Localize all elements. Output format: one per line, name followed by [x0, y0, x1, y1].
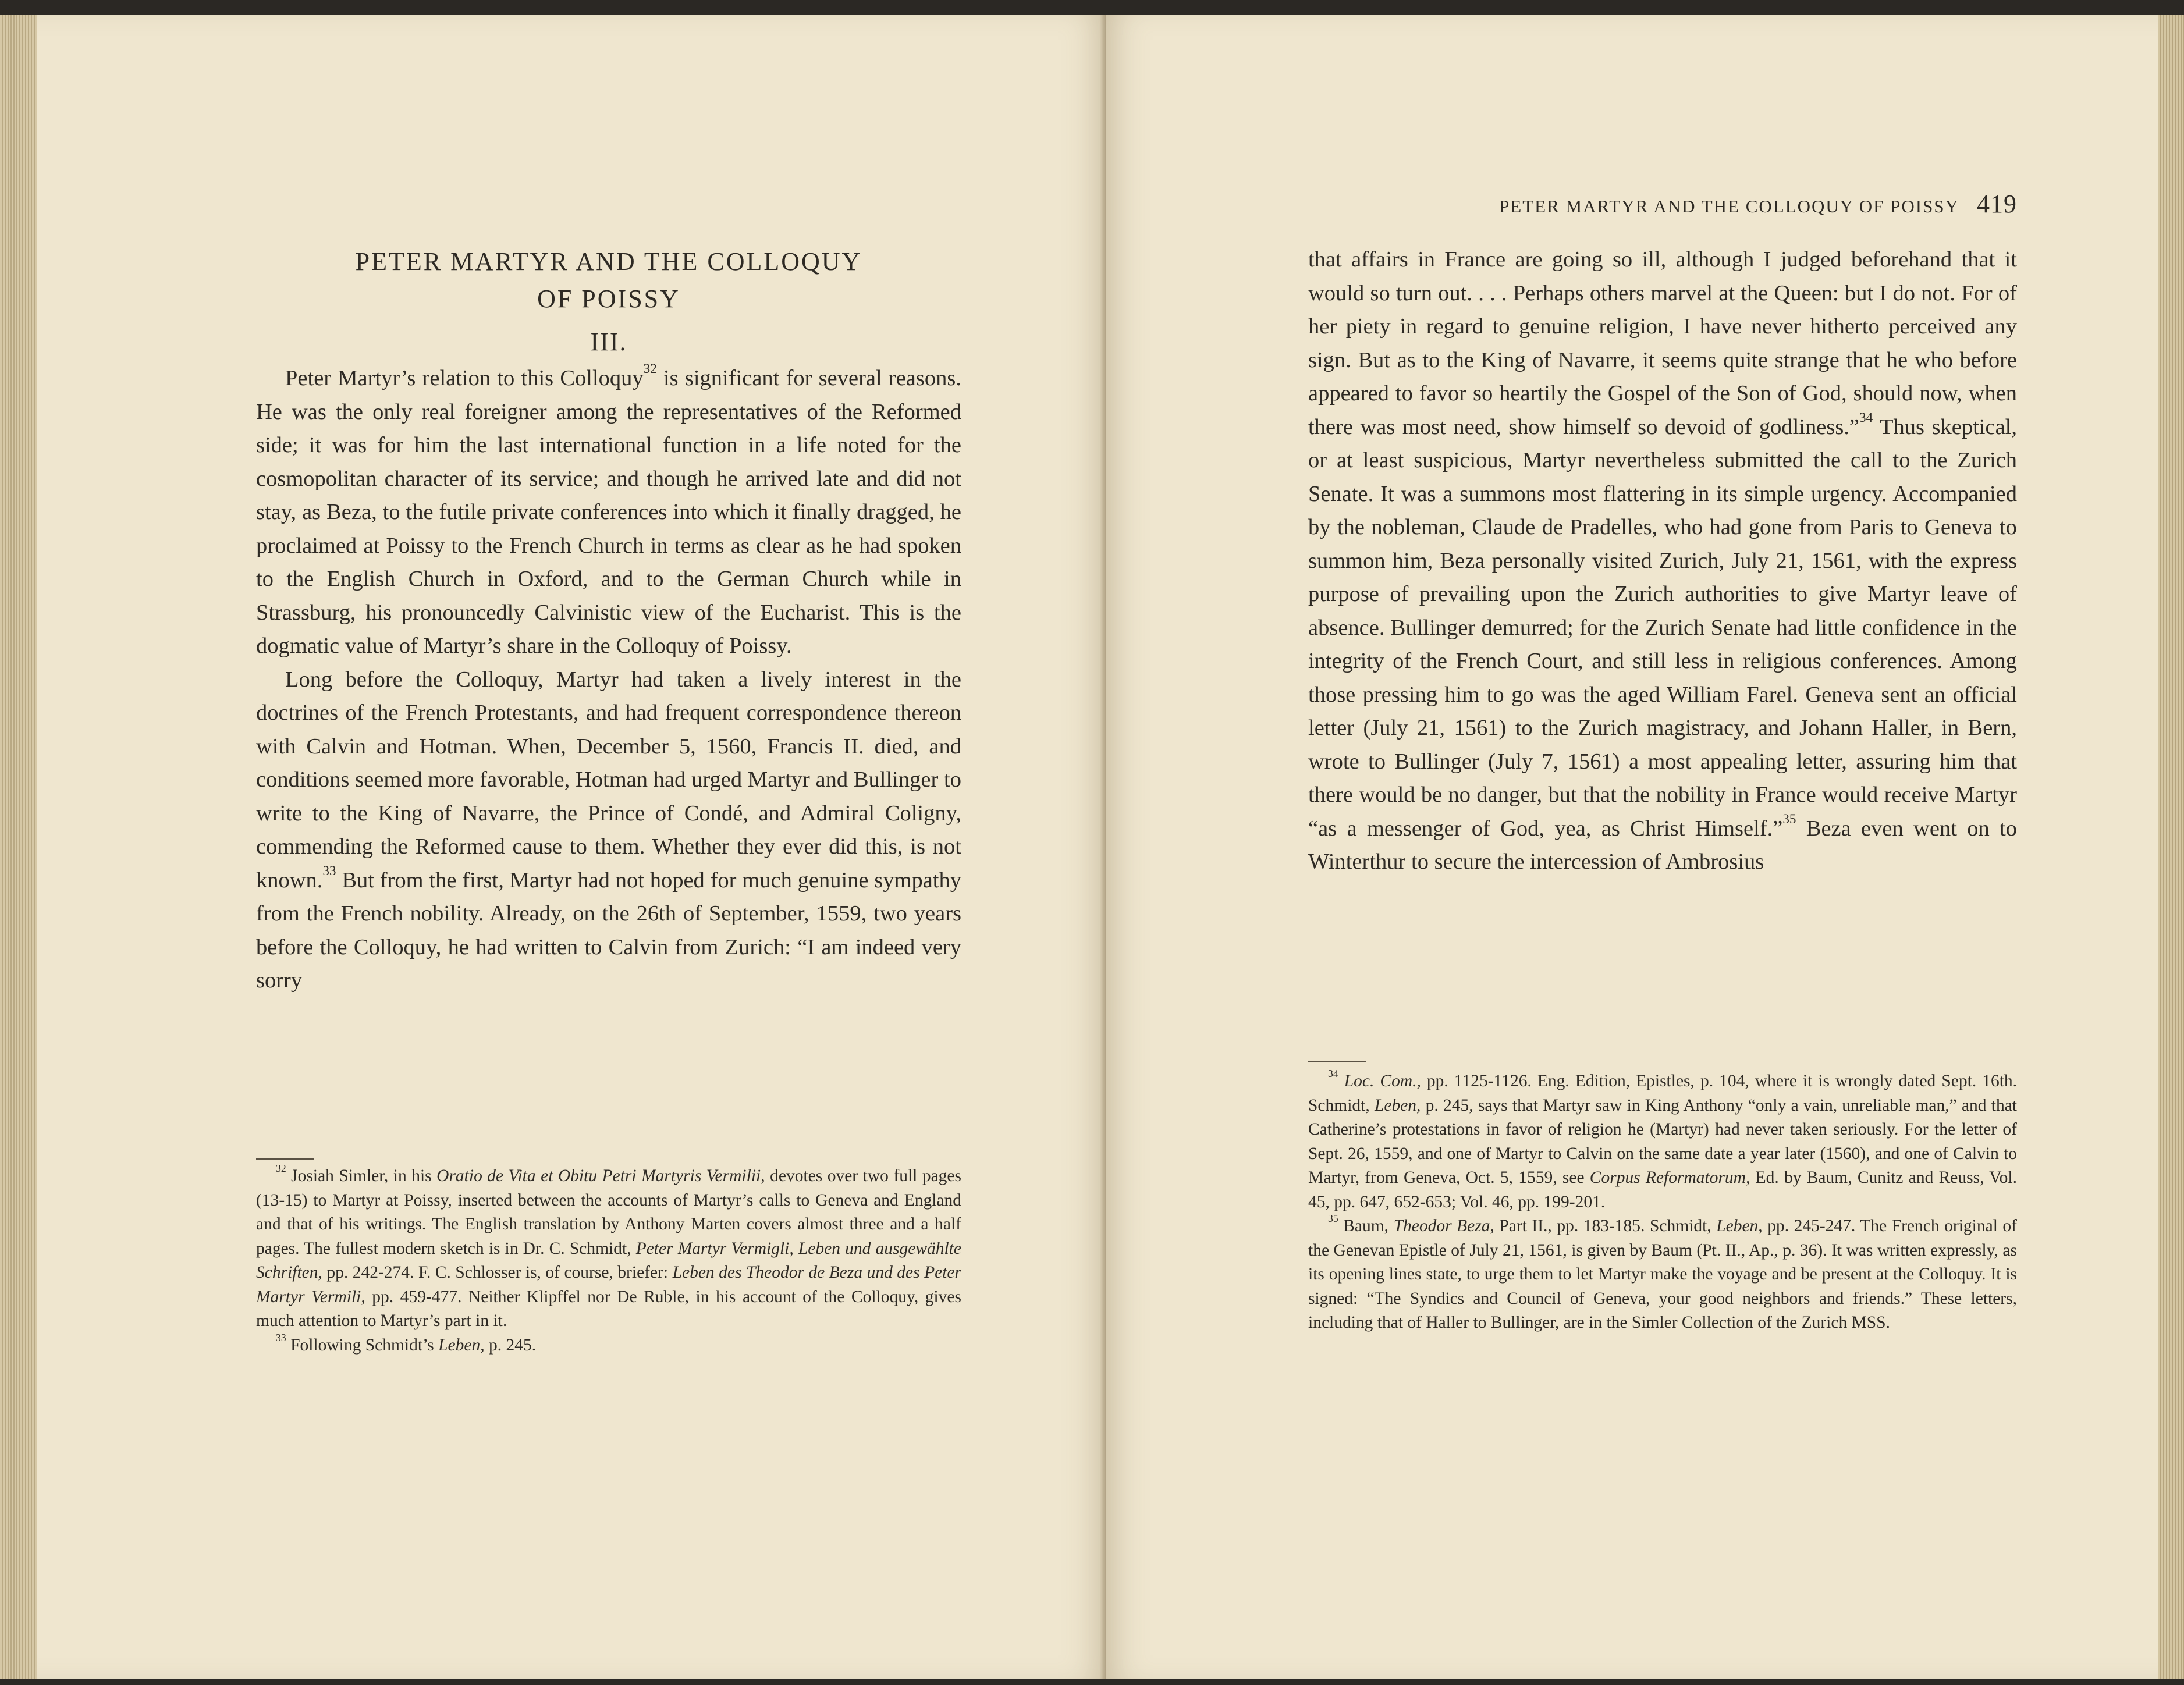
italic-text: Leben des Theodor de Beza und des Peter Martyr Vermili, [256, 1263, 961, 1306]
text-run: that affairs in France are going so ill, although I judged beforehand that it would so turn out. . . . Perhaps others marvel at the Queen: but I do not. For of her piety in regard to genuine religion, I have never hitherto perceived any sign. But as to the King of Navarre, it seems quite strange that he who before appeared to favor so heartily the Gospel of the Son of God, should now, when there was most need, show himself so devoid of godliness.” [1308, 247, 2017, 439]
italic-text: Loc. Com., [1344, 1072, 1421, 1090]
footnote-ref: 35 [1782, 810, 1796, 826]
footnote-marker: 35 [1328, 1213, 1338, 1225]
footnote [256, 1331, 961, 1358]
text-run: Baum, [1338, 1217, 1394, 1235]
paragraph [1308, 243, 2017, 879]
section-number: III. [590, 328, 627, 356]
footnote-marker: 32 [276, 1163, 286, 1175]
left-page-edges [0, 15, 37, 1679]
article-title-line-2: OF POISSY [537, 285, 680, 313]
left-footnote-rule [256, 1158, 314, 1160]
paragraph [256, 663, 961, 998]
text-run: p. 245, says that Martyr saw in King Anthony “only a vain, unreliable man,” and that Catherine’s protestations in favor of religion he (Martyr) had never taken seriously. For the letter of Sept. 26, 1559, and one of Martyr to Calvin on the same date a year later (1560), and one of Calvin to Martyr, from Geneva, Oct. 5, 1559, see [1308, 1096, 2018, 1187]
text-run: pp. 1125-1126. Eng. Edition, Epistles, p. 104, where it is wrongly dated Sept. 16th. Schmidt, [1308, 1072, 2018, 1115]
italic-text: Corpus Reformatorum, [1589, 1168, 1750, 1187]
text-run: But from the first, Martyr had not hoped for much genuine sympathy from the French nobility. Already, on the 26th of September, 1559, two years before the Colloquy, he had written to Calvin from Zurich: “I am indeed very sorry [256, 868, 961, 993]
right-footnotes [1308, 1069, 2017, 1335]
right-body-text [1308, 243, 2017, 879]
running-head [1308, 190, 2017, 221]
text-run [1338, 1072, 1344, 1090]
right-footnote-rule [1308, 1061, 1366, 1062]
left-footnotes [256, 1164, 961, 1357]
italic-text: Leben, [438, 1335, 485, 1355]
text-run: pp. 242-274. F. C. Schlosser is, of course, briefer: [322, 1263, 673, 1282]
article-title [256, 243, 961, 318]
italic-text: Theodor Beza, [1393, 1217, 1494, 1235]
paragraph [256, 362, 961, 663]
text-run: Peter Martyr’s relation to this Colloquy [285, 366, 644, 390]
text-run: Following Schmidt’s [286, 1335, 439, 1355]
left-page [37, 15, 1106, 1679]
footnote-marker: 33 [276, 1331, 286, 1343]
italic-text: Peter Martyr Vermigli, Leben und ausgewählte Schriften, [256, 1239, 961, 1282]
text-run: Beza even went on to Winterthur to secure the intercession of Ambrosius [1308, 816, 2017, 874]
footnote [1308, 1214, 2017, 1335]
footnote-ref: 33 [322, 862, 336, 878]
footnote [1308, 1069, 2017, 1214]
footnote-marker: 34 [1328, 1068, 1338, 1080]
text-run: Long before the Colloquy, Martyr had taken a lively interest in the doctrines of the French Protestants, and had frequent correspondence thereon with Calvin and Hotman. When, December 5, 1560, Francis II. died, and conditions seemed more favorable, Hotman had urged Martyr and Bullinger to write to the King of Navarre, the Prince of Condé, and Admiral Coligny, commending the Reformed cause to them. Whether they ever did this, is not known. [256, 667, 961, 893]
text-run: devotes over two full pages (13-15) to Martyr at Poissy, inserted between the accounts of Martyr’s calls to Geneva and England and that of his writings. The English translation by Anthony Marten covers almost three and a half pages. The fullest modern sketch is in Dr. C. Schmidt, [256, 1167, 961, 1258]
text-run: Thus skeptical, or at least suspicious, Martyr nevertheless submitted the call to the Zurich Senate. It was a summons most flattering in its simple urgency. Accompanied by the nobleman, Claude de Pradelles, who had gone from Paris to Geneva to summon him, Beza personally visited Zurich, July 21, 1561, with the express purpose of prevailing upon the Zurich authorities to give Martyr leave of absence. Bullinger demurred; for the Zurich Senate had little confidence in the integrity of the French Court, and still less in religious conferences. Among those pressing him to go was the aged William Farel. Geneva sent an official letter (July 21, 1561) to the Zurich magistracy, and Johann Haller, in Bern, wrote to Bullinger (July 7, 1561) a most appealing letter, assuring him that there would be no danger, but that the nobility in France would receive Martyr “as a messenger of God, yea, as Christ Himself.” [1308, 414, 2017, 841]
text-run: p. 245. [484, 1335, 537, 1355]
italic-text: Leben, [1374, 1096, 1421, 1115]
footnote-ref: 32 [643, 361, 657, 376]
page-number: 419 [1977, 190, 2017, 218]
article-title-line-1: PETER MARTYR AND THE COLLOQUY [355, 247, 862, 276]
italic-text: Leben, [1716, 1217, 1763, 1235]
right-page-edges [2158, 15, 2184, 1679]
text-run: Ed. by Baum, Cunitz and Reuss, Vol. 45, pp. 647, 652-653; Vol. 46, pp. 199-201. [1308, 1168, 2017, 1211]
right-page [1106, 15, 2158, 1679]
italic-text: Oratio de Vita et Obitu Petri Martyris Vermilii, [436, 1167, 765, 1185]
footnote-ref: 34 [1859, 409, 1873, 425]
footnote [256, 1164, 961, 1334]
left-body-text [256, 362, 961, 998]
text-run: pp. 245-247. The French original of the Genevan Epistle of July 21, 1561, is given by Baum (Pt. II., Ap., p. 36). It was written expressly, as its opening lines state, to urge them to let Martyr make the voyage and be present at the Colloquy. It is signed: “The Syndics and Council of Geneva, your good neighbors and friends.” These letters, including that of Haller to Bullinger, are in the Simler Collection of the Zurich MSS. [1308, 1217, 2017, 1332]
text-run: is significant for several reasons. He was the only real foreigner among the representatives of the Reformed side; it was for him the last international function in a life noted for the cosmopolitan character of its service; and though he arrived late and did not stay, as Beza, to the futile private conferences into which it finally dragged, he proclaimed at Poissy to the French Church in terms as clear as he had spoken to the English Church in Oxford, and to the German Church while in Strassburg, his pronouncedly Calvinistic view of the Eucharist. This is the dogmatic value of Martyr’s share in the Colloquy of Poissy. [256, 366, 961, 658]
text-run: Part II., pp. 183-185. Schmidt, [1494, 1217, 1717, 1235]
running-head-title: PETER MARTYR AND THE COLLOQUY OF POISSY [1499, 196, 1959, 216]
text-run: pp. 459-477. Neither Klipffel nor De Ruble, in his account of the Colloquy, gives much attention to Martyr’s part in it. [256, 1287, 962, 1330]
text-run: Josiah Simler, in his [286, 1167, 437, 1185]
